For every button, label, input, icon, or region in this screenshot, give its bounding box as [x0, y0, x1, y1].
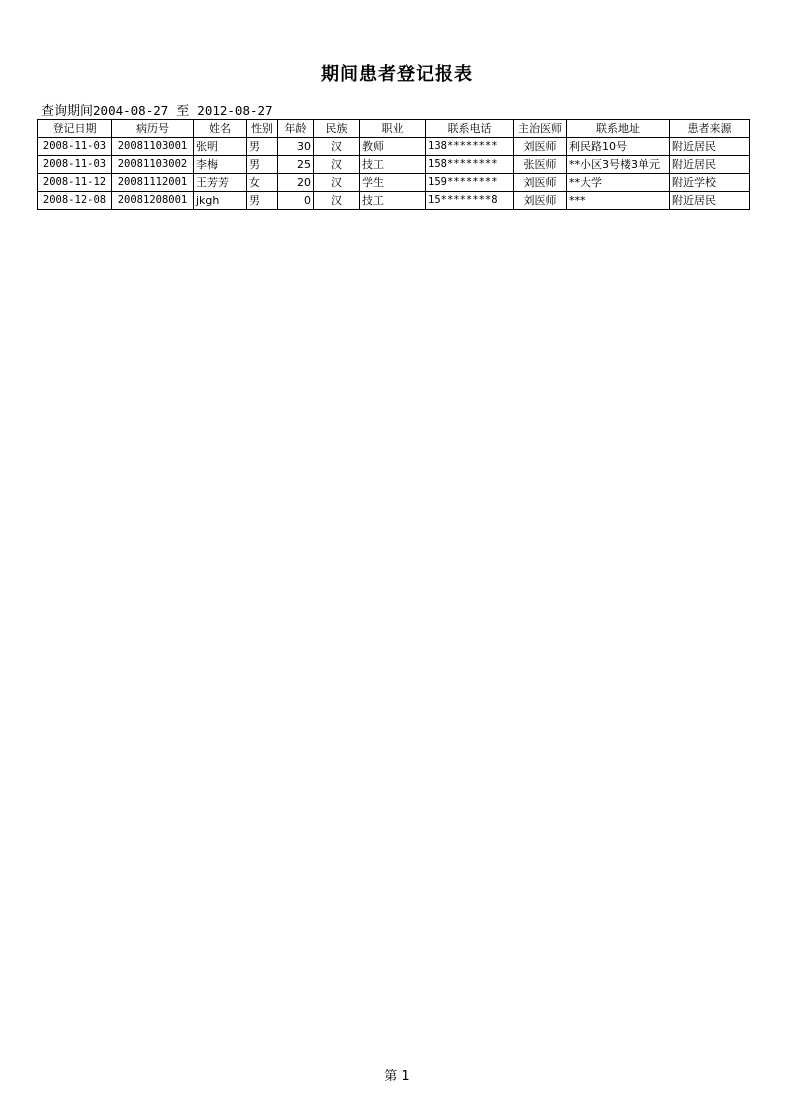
cell-phone: 158********: [426, 156, 514, 174]
cell-register-date: 2008-12-08: [38, 192, 112, 210]
cell-occupation: 学生: [360, 174, 426, 192]
report-title: 期间患者登记报表: [321, 64, 473, 85]
page-number: 第 1: [384, 1069, 410, 1084]
cell-name: jkgh: [194, 192, 247, 210]
table-row: [38, 156, 750, 174]
header-name: 姓名: [194, 120, 247, 138]
header-source: 患者来源: [670, 120, 750, 138]
cell-ethnicity: 汉: [314, 138, 360, 156]
cell-doctor: 刘医师: [514, 138, 567, 156]
header-age: 年龄: [278, 120, 314, 138]
query-to-label: 至: [176, 104, 190, 119]
cell-address: **小区3号楼3单元: [567, 156, 670, 174]
cell-age: 25: [278, 156, 314, 174]
header-register-date: 登记日期: [38, 120, 112, 138]
header-occupation: 职业: [360, 120, 426, 138]
query-period: [41, 100, 273, 119]
table-row: [38, 174, 750, 192]
cell-age: 0: [278, 192, 314, 210]
query-start-date: 2004-08-27: [93, 103, 169, 118]
patient-register-table: [37, 119, 750, 210]
cell-doctor: 刘医师: [514, 192, 567, 210]
table-row: [38, 138, 750, 156]
cell-gender: 男: [247, 156, 278, 174]
cell-source: 附近居民: [670, 138, 750, 156]
cell-source: 附近居民: [670, 156, 750, 174]
cell-occupation: 技工: [360, 156, 426, 174]
cell-doctor: 刘医师: [514, 174, 567, 192]
cell-record-no: 20081103001: [112, 138, 194, 156]
table-header-row: [38, 120, 750, 138]
header-address: 联系地址: [567, 120, 670, 138]
header-doctor: 主治医师: [514, 120, 567, 138]
header-record-no: 病历号: [112, 120, 194, 138]
cell-phone: 138********: [426, 138, 514, 156]
cell-gender: 男: [247, 138, 278, 156]
cell-ethnicity: 汉: [314, 192, 360, 210]
cell-address: 利民路10号: [567, 138, 670, 156]
header-ethnicity: 民族: [314, 120, 360, 138]
cell-source: 附近学校: [670, 174, 750, 192]
header-phone: 联系电话: [426, 120, 514, 138]
cell-gender: 男: [247, 192, 278, 210]
cell-occupation: 教师: [360, 138, 426, 156]
table-row: [38, 192, 750, 210]
cell-occupation: 技工: [360, 192, 426, 210]
cell-name: 王芳芳: [194, 174, 247, 192]
cell-record-no: 20081112001: [112, 174, 194, 192]
cell-address: **大学: [567, 174, 670, 192]
cell-record-no: 20081208001: [112, 192, 194, 210]
query-period-label: 查询期间: [41, 104, 94, 119]
cell-ethnicity: 汉: [314, 156, 360, 174]
cell-address: ***: [567, 192, 670, 210]
cell-phone: 15********8: [426, 192, 514, 210]
cell-ethnicity: 汉: [314, 174, 360, 192]
cell-register-date: 2008-11-03: [38, 156, 112, 174]
cell-record-no: 20081103002: [112, 156, 194, 174]
cell-register-date: 2008-11-12: [38, 174, 112, 192]
query-end-date: 2012-08-27: [197, 103, 273, 118]
cell-doctor: 张医师: [514, 156, 567, 174]
header-gender: 性别: [247, 120, 278, 138]
cell-phone: 159********: [426, 174, 514, 192]
cell-name: 李梅: [194, 156, 247, 174]
cell-source: 附近居民: [670, 192, 750, 210]
cell-gender: 女: [247, 174, 278, 192]
cell-age: 20: [278, 174, 314, 192]
cell-name: 张明: [194, 138, 247, 156]
cell-age: 30: [278, 138, 314, 156]
cell-register-date: 2008-11-03: [38, 138, 112, 156]
